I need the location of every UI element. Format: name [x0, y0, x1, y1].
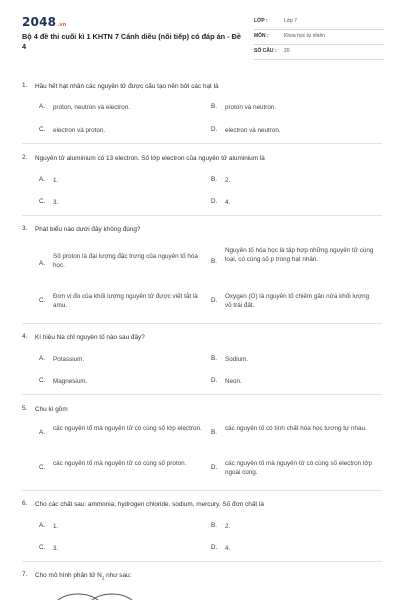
option-letter: C. [39, 126, 46, 133]
question-text [35, 571, 380, 582]
document-title: Bộ 4 đề thi cuối kì 1 KHTN 7 Cánh diều (nối tiếp) có đáp án - Đề 4 [22, 32, 241, 51]
option-letter: A. [39, 103, 45, 110]
question-number: 7. [22, 571, 28, 578]
option-text: Neon. [225, 378, 242, 385]
option-letter: A. [39, 429, 45, 436]
meta-key: LỚP : [254, 18, 268, 24]
option-text: proton và neutron. [225, 104, 277, 111]
question-text-part: như sau: [104, 572, 132, 579]
logo-suffix: .vn [57, 22, 67, 28]
divider [22, 143, 382, 144]
meta-key: MÔN : [254, 33, 269, 39]
option-letter: D. [211, 126, 218, 133]
n2-molecule-image [50, 590, 140, 600]
option-letter: A. [39, 260, 45, 267]
meta-row-subject [254, 30, 384, 45]
option-letter: D. [211, 297, 218, 304]
option-letter: B. [211, 258, 217, 265]
option-letter: A. [39, 176, 45, 183]
option-text: 4. [225, 545, 231, 552]
option-text: Magnesium. [53, 378, 88, 385]
meta-row-class [254, 15, 384, 30]
option-text: Sodium. [225, 356, 249, 363]
divider [22, 215, 382, 216]
question-number: 5. [22, 405, 28, 412]
divider [22, 490, 382, 491]
option-text: 2. [225, 523, 231, 530]
option-text: 3. [53, 545, 59, 552]
question-text: Cho các chất sau: ammonia, hydrogen chloride, sodium, mercury. Số đơn chất là [35, 501, 264, 508]
question-number: 6. [22, 500, 28, 507]
option-letter: D. [211, 544, 218, 551]
question-number: 1. [22, 82, 28, 89]
meta-value: 20 [284, 48, 290, 54]
option-letter: C. [39, 297, 46, 304]
option-letter: B. [211, 429, 217, 436]
option-text: các nguyên tố mà nguyên tử có cùng số proton. [53, 460, 187, 467]
option-text: Đơn vị đo của khối lượng nguyên tử được viết tắt là amu. [53, 293, 198, 309]
meta-row-count [254, 45, 384, 60]
meta-value: Khoa học tự nhiên [284, 33, 325, 39]
divider [22, 561, 382, 562]
subscript: 2 [101, 575, 105, 581]
site-logo[interactable] [22, 15, 67, 29]
option-text: 3. [53, 199, 59, 206]
option-text: 4. [225, 199, 231, 206]
question-number: 2. [22, 154, 28, 161]
option-letter: C. [39, 544, 46, 551]
option-text: các nguyên tố có tính chất hóa học tương tự nhau. [225, 425, 367, 432]
question-number: 3. [22, 225, 28, 232]
meta-key: SỐ CÂU : [254, 48, 277, 54]
option-letter: B. [211, 355, 217, 362]
option-text: Potassium. [53, 356, 85, 363]
option-text: electron và proton. [53, 127, 106, 134]
meta-value: Lớp 7 [284, 18, 298, 24]
option-text: 1. [53, 177, 59, 184]
document-meta [254, 15, 384, 60]
option-letter: C. [39, 198, 46, 205]
option-letter: A. [39, 522, 45, 529]
option-text: các nguyên tố mà nguyên tử có cùng số lớp electron. [53, 425, 202, 432]
option-letter: D. [211, 198, 218, 205]
option-letter: B. [211, 103, 217, 110]
option-text: proton, neutron và electron. [53, 104, 131, 111]
option-letter: B. [211, 176, 217, 183]
question-text: Nguyên tử aluminium có 13 electron. Số lớp electron của nguyên tử aluminium là [35, 155, 265, 162]
option-letter: B. [211, 522, 217, 529]
question-text: Kí hiệu Na chỉ nguyên tố nào sau đây? [35, 334, 145, 341]
option-text: Oxygen (O) là nguyên tố chiếm gần nửa khối lượng vỏ trái đất. [225, 293, 370, 309]
divider [22, 323, 382, 324]
divider [22, 394, 382, 395]
option-text: 1. [53, 523, 59, 530]
option-text: Nguyên tố hóa học là tập hợp những nguyên tử cùng loại, có cùng số p trong hạt nhân. [225, 247, 374, 263]
question-text-part: Cho mô hình phân tử N [35, 572, 102, 579]
question-text: Phát biểu nào dưới đây không đúng? [35, 226, 141, 233]
option-text: các nguyên tố mà nguyên tử có cùng số electron lớp ngoài cùng. [225, 460, 372, 476]
option-text: Số proton là đại lượng đặc trưng của nguyên tố hóa học. [53, 253, 198, 269]
question-text: Chu kì gồm [35, 406, 68, 413]
option-letter: C. [39, 464, 46, 471]
option-text: 2. [225, 177, 231, 184]
document-header [0, 0, 400, 64]
question-text: Hầu hết hạt nhân các nguyên tử được cấu tạo nên bởi các hạt là [35, 83, 219, 90]
option-letter: C. [39, 377, 46, 384]
logo-text: 2048 [22, 15, 57, 29]
option-letter: D. [211, 377, 218, 384]
option-text: electron và neutron. [225, 127, 281, 134]
question-number: 4. [22, 333, 28, 340]
option-letter: D. [211, 464, 218, 471]
option-letter: A. [39, 355, 45, 362]
